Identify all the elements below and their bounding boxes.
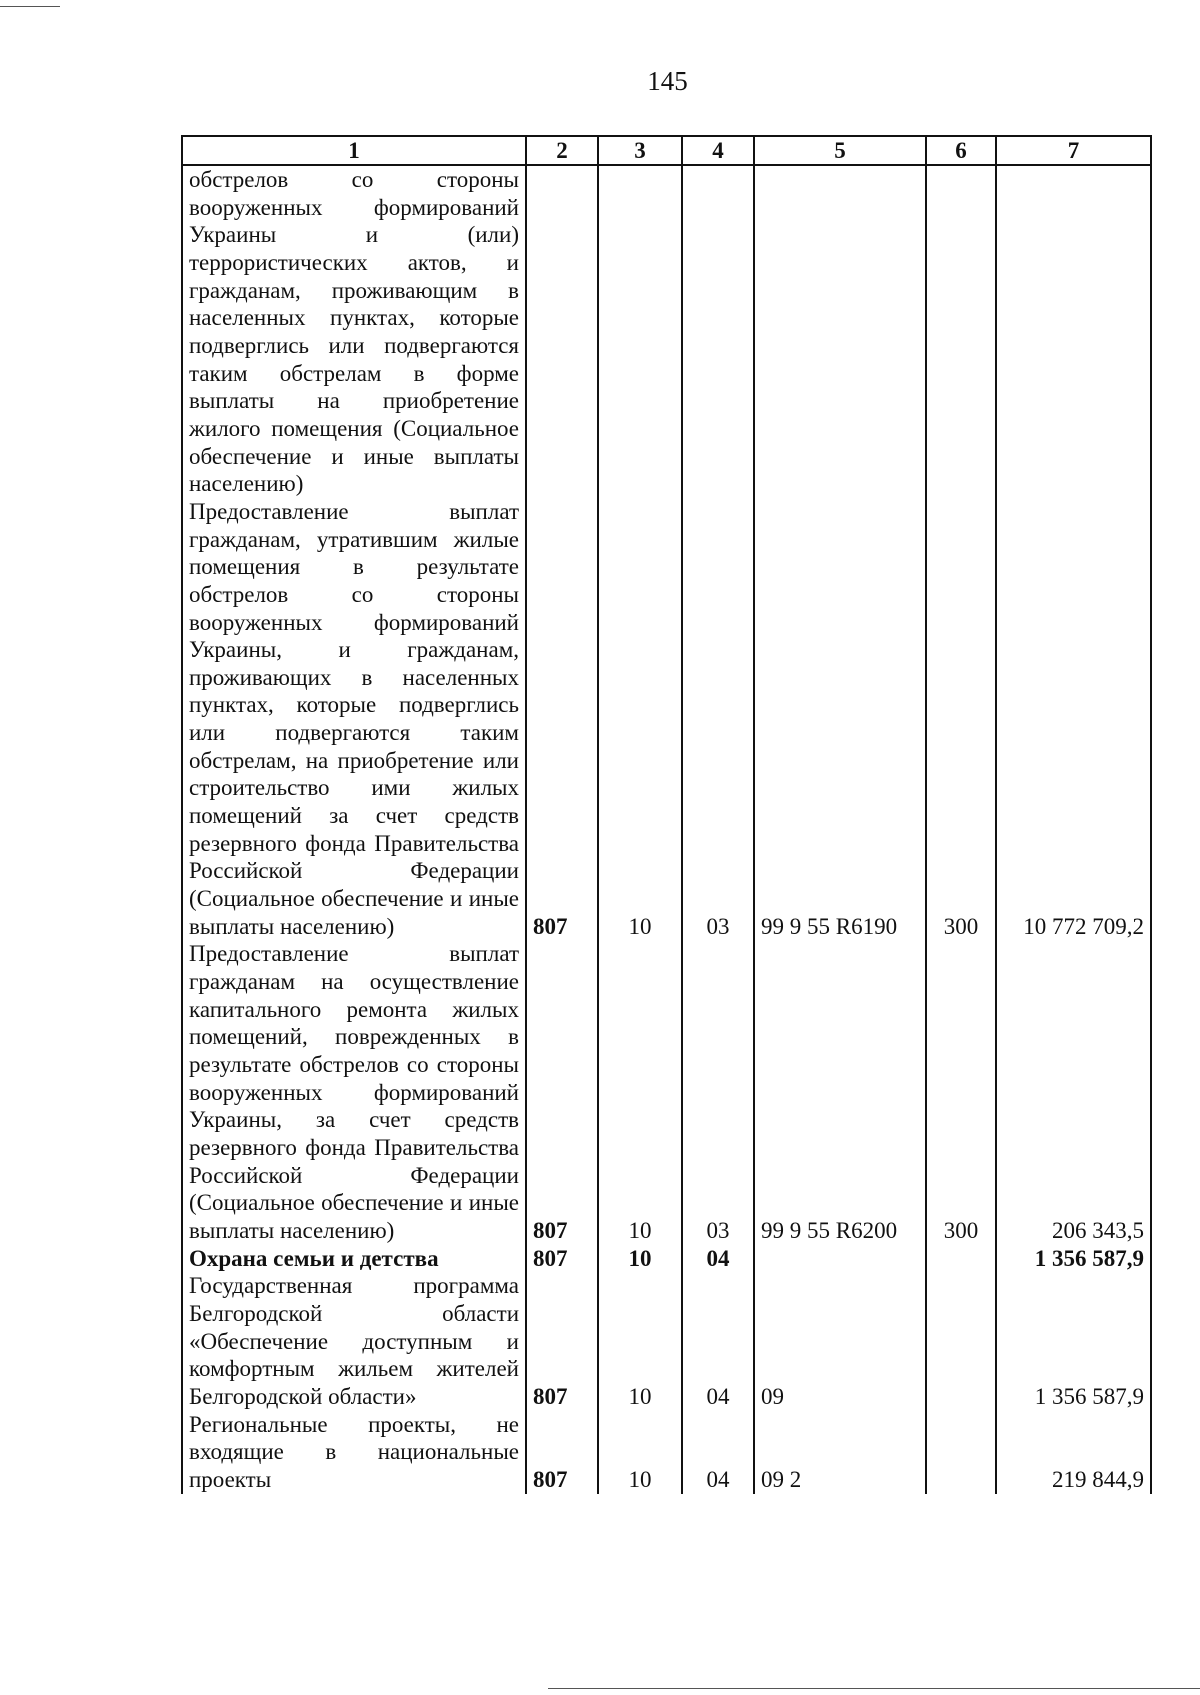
row-grbs: 807 <box>526 1411 598 1494</box>
row-name: Предоставление выплат гражданам на осуществление капитального ремонта жилых помещений, поврежденных в результате обстрелов со стороны вооруженных формирований Украины, за счет средств резервного фонда Правительства Российской Федерации (Социальное обеспечение и иные выплаты населению) <box>182 940 526 1244</box>
row-amount: 1 356 587,9 <box>996 1245 1151 1273</box>
table-row <box>182 165 1151 498</box>
row-grbs: 807 <box>526 498 598 941</box>
row-subsection: 03 <box>682 498 754 941</box>
row-amount: 1 356 587,9 <box>996 1272 1151 1410</box>
row-subsection: 04 <box>682 1272 754 1410</box>
row-target-code <box>754 1245 926 1273</box>
row-section: 10 <box>598 1272 682 1410</box>
page-number: 145 <box>647 66 688 96</box>
row-target-code: 99 9 55 R6200 <box>754 940 926 1244</box>
row-name: обстрелов со стороны вооруженных формирований Украины и (или) террористических актов, и гражданам, проживающим в населенных пунктах, которые подверглись или подвергаются таким обстрелам в форме выплаты на приобретение жилого помещения (Социальное обеспечение и иные выплаты населению) <box>182 165 526 498</box>
table-row <box>182 1411 1151 1494</box>
row-expense-type: 300 <box>926 498 996 941</box>
table-row-subtotal <box>182 1245 1151 1273</box>
scan-artifact-line-bottom <box>548 1688 1200 1689</box>
row-section: 10 <box>598 940 682 1244</box>
row-name: Государственная программа Белгородской области «Обеспечение доступным и комфортным жильем жителей Белгородской области» <box>182 1272 526 1410</box>
column-header: 7 <box>996 136 1151 165</box>
row-grbs: 807 <box>526 1272 598 1410</box>
column-header: 3 <box>598 136 682 165</box>
table-row <box>182 498 1151 941</box>
row-expense-type <box>926 1272 996 1410</box>
row-target-code: 09 <box>754 1272 926 1410</box>
table-header-row <box>182 136 1151 165</box>
row-name: Предоставление выплат гражданам, утратившим жилые помещения в результате обстрелов со стороны вооруженных формирований Украины, и гражданам, проживающих в населенных пунктах, которые подверглись или подвергаются таким обстрелам, на приобретение или строительство ими жилых помещений за счет средств резервного фонда Правительства Российской Федерации (Социальное обеспечение и иные выплаты населению) <box>182 498 526 941</box>
row-grbs: 807 <box>526 940 598 1244</box>
row-expense-type <box>926 1245 996 1273</box>
column-header: 6 <box>926 136 996 165</box>
row-name: Региональные проекты, не входящие в национальные проекты <box>182 1411 526 1494</box>
row-amount: 10 772 709,2 <box>996 498 1151 941</box>
row-amount <box>996 165 1151 498</box>
row-section: 10 <box>598 1245 682 1273</box>
row-section: 10 <box>598 498 682 941</box>
row-grbs: 807 <box>526 1245 598 1273</box>
row-subsection: 04 <box>682 1245 754 1273</box>
row-target-code: 99 9 55 R6190 <box>754 498 926 941</box>
table-row <box>182 940 1151 1244</box>
column-header: 4 <box>682 136 754 165</box>
row-target-code <box>754 165 926 498</box>
row-expense-type <box>926 1411 996 1494</box>
row-subsection: 04 <box>682 1411 754 1494</box>
row-target-code: 09 2 <box>754 1411 926 1494</box>
row-section: 10 <box>598 1411 682 1494</box>
row-amount: 219 844,9 <box>996 1411 1151 1494</box>
column-header: 1 <box>182 136 526 165</box>
column-header: 5 <box>754 136 926 165</box>
row-amount: 206 343,5 <box>996 940 1151 1244</box>
row-grbs <box>526 165 598 498</box>
row-expense-type: 300 <box>926 940 996 1244</box>
column-header: 2 <box>526 136 598 165</box>
scan-artifact-line-top <box>0 6 60 7</box>
row-expense-type <box>926 165 996 498</box>
row-subsection <box>682 165 754 498</box>
table-row <box>182 1272 1151 1410</box>
row-name: Охрана семьи и детства <box>182 1245 526 1273</box>
row-subsection: 03 <box>682 940 754 1244</box>
row-section <box>598 165 682 498</box>
budget-table <box>181 135 1152 1494</box>
